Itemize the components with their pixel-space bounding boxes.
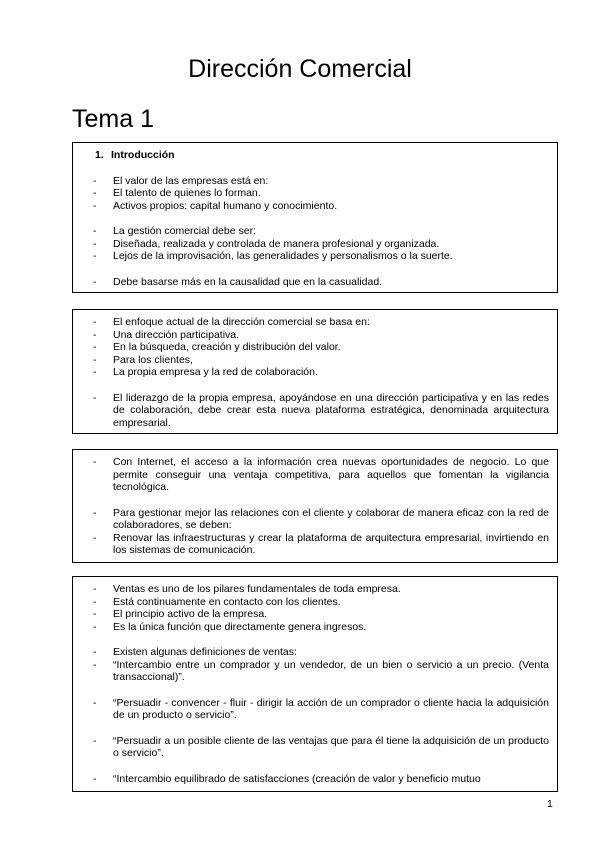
sub-bullet-item: - En la búsqueda, creación y distribución del valor. bbox=[93, 341, 549, 354]
sub-bullet-item: - Está continuamente en contacto con los clientes. bbox=[93, 596, 549, 609]
bullet-item: - Existen algunas definiciones de ventas: bbox=[93, 646, 549, 659]
definition-item: - “Persuadir - convencer - fluir - dirigir la acción de un comprador o cliente hacia la adquisición de un producto o servicio”. bbox=[93, 697, 549, 722]
content-box-enfoque bbox=[72, 309, 558, 434]
bullet-item: - Debe basarse más en la causalidad que en la casualidad. bbox=[93, 276, 549, 289]
content-box-introduccion bbox=[72, 142, 558, 293]
bullet-item: - La gestión comercial debe ser: bbox=[93, 225, 549, 238]
document-title: Dirección Comercial bbox=[188, 55, 412, 83]
sub-bullet-item: - Lejos de la improvisación, las generalidades y personalismos o la suerte. bbox=[93, 250, 549, 263]
bullet-item: - Con Internet, el acceso a la información crea nuevas oportunidades de negocio. Lo que permite conseguir una ventaja competitiva, para aquellos que fomentan la vigilancia tecnológica. bbox=[93, 456, 549, 494]
section-title: Introducción bbox=[111, 149, 175, 161]
page-number: 1 bbox=[547, 798, 553, 810]
content-box-ventas bbox=[72, 576, 558, 792]
sub-sub-bullet-item: - Para los clientes, bbox=[93, 354, 549, 367]
section-heading bbox=[93, 149, 549, 162]
bullet-item: - El valor de las empresas está en: bbox=[93, 175, 549, 188]
topic-heading: Tema 1 bbox=[72, 105, 154, 133]
section-number: 1. bbox=[95, 149, 104, 161]
definition-item: - “Persuadir a un posible cliente de las ventajas que para él tiene la adquisición de un producto o servicio”. bbox=[93, 735, 549, 760]
sub-bullet-item: - El principio activo de la empresa. bbox=[93, 608, 549, 621]
sub-sub-bullet-item: - La propia empresa y la red de colaboración. bbox=[93, 366, 549, 379]
definition-item: - “Intercambio equilibrado de satisfacciones (creación de valor y beneficio mutuo bbox=[93, 773, 549, 786]
sub-bullet-item: - Es la única función que directamente genera ingresos. bbox=[93, 621, 549, 634]
definition-item: - “Intercambio entre un comprador y un vendedor, de un bien o servicio a un precio. (Venta transaccional)”. bbox=[93, 659, 549, 684]
bullet-item: - El liderazgo de la propia empresa, apoyándose en una dirección participativa y en las redes de colaboración, debe crear esta nueva plataforma estratégica, denominada arquitectura empresarial. bbox=[93, 392, 549, 430]
sub-bullet-item: - El talento de quienes lo forman. bbox=[93, 187, 549, 200]
bullet-item: - Para gestionar mejor las relaciones con el cliente y colaborar de manera eficaz con la red de colaboradores, se deben: bbox=[93, 507, 549, 532]
bullet-item: - Ventas es uno de los pilares fundamentales de toda empresa. bbox=[93, 583, 549, 596]
sub-bullet-item: - Diseñada, realizada y controlada de manera profesional y organizada. bbox=[93, 238, 549, 251]
sub-bullet-item: - Una dirección participativa. bbox=[93, 329, 549, 342]
bullet-item: - El enfoque actual de la dirección comercial se basa en: bbox=[93, 316, 549, 329]
content-box-internet bbox=[72, 449, 558, 563]
sub-bullet-item: - Renovar las infraestructuras y crear la plataforma de arquitectura empresarial, invirtiendo en los sistemas de comunicación. bbox=[93, 532, 549, 557]
sub-bullet-item: - Activos propios: capital humano y conocimiento. bbox=[93, 200, 549, 213]
